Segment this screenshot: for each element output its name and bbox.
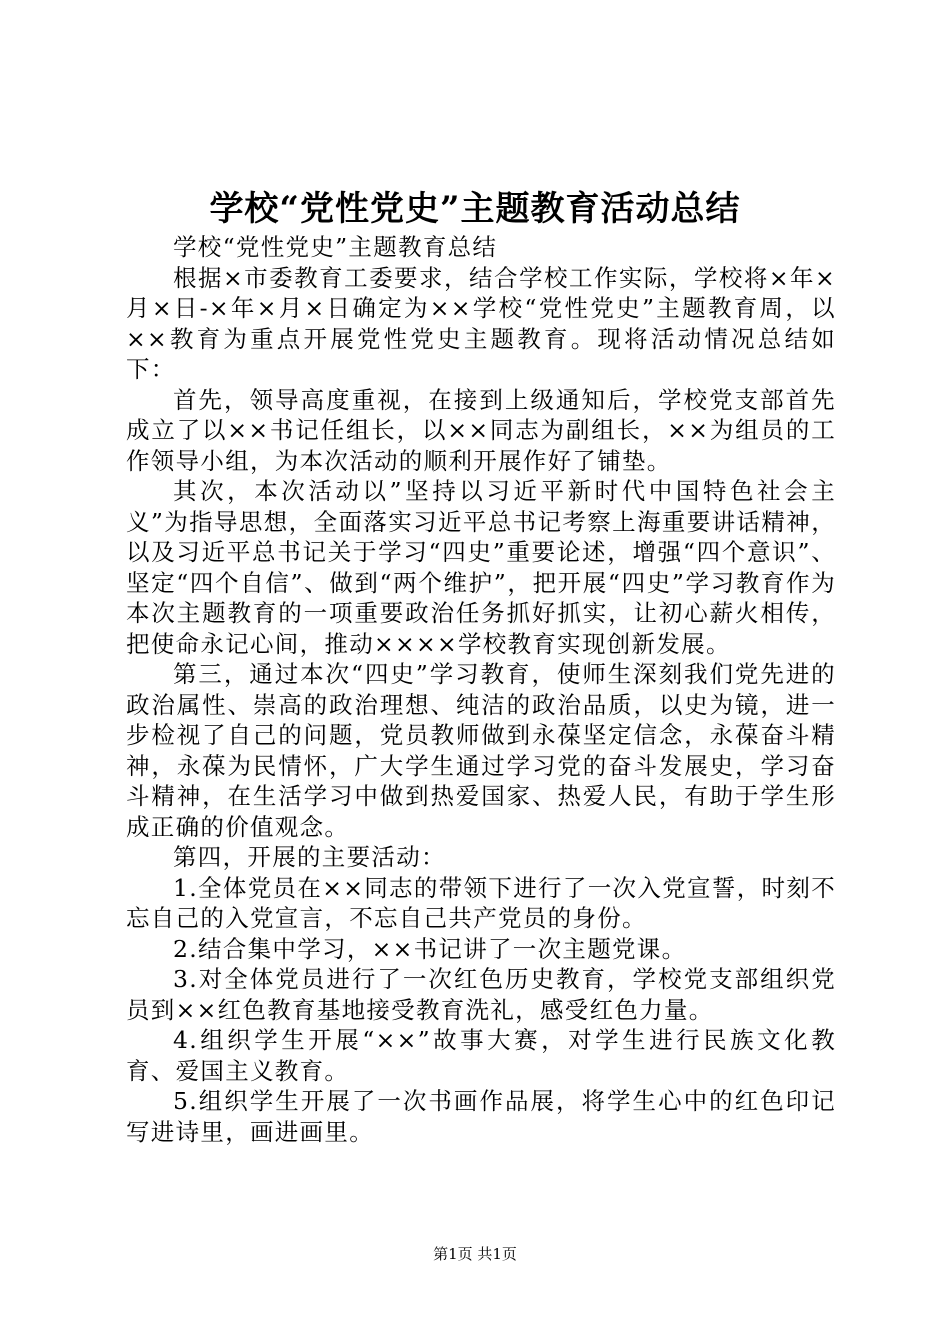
third-point-paragraph: 第三，通过本次“四史”学习教育，使师生深刻我们党先进的政治属性、崇高的政治理想、纯洁的政治品质，以史为镜，进一步检视了自己的问题，党员教师做到永葆坚定信念，永葆奋斗精神，永葆为民情怀，广大学生通过学习党的奋斗发展史，学习奋斗精神，在生活学习中做到热爱国家、热爱人民，有助于学生形成正确的价值观念。 bbox=[126, 660, 836, 841]
document-body bbox=[126, 232, 836, 1147]
document-title: 学校“党性党史”主题教育活动总结 bbox=[209, 189, 741, 229]
intro-paragraph: 根据×市委教育工委要求，结合学校工作实际，学校将×年×月×日-×年×月×日确定为××学校“党性党史”主题教育周，以××教育为重点开展党性党史主题教育。现将活动情况总结如下： bbox=[126, 263, 836, 383]
fourth-point-heading: 第四，开展的主要活动： bbox=[173, 843, 446, 871]
subtitle-paragraph: 学校“党性党史”主题教育总结 bbox=[173, 233, 498, 261]
activity-item-1: 1.全体党员在××同志的带领下进行了一次入党宣誓，时刻不忘自己的入党宣言，不忘自己共产党员的身份。 bbox=[126, 873, 836, 932]
activity-item-5: 5.组织学生开展了一次书画作品展，将学生心中的红色印记写进诗里，画进画里。 bbox=[126, 1087, 836, 1146]
page-number-footer: 第1页 共1页 bbox=[433, 1245, 517, 1263]
second-point-paragraph: 其次，本次活动以”坚持以习近平新时代中国特色社会主义”为指导思想，全面落实习近平总书记考察上海重要讲话精神，以及习近平总书记关于学习“四史”重要论述，增强“四个意识”、坚定“四个自信”、做到“两个维护”，把开展“四史”学习教育作为本次主题教育的一项重要政治任务抓好抓实，让初心薪火相传，把使命永记心间，推动××××学校教育实现创新发展。 bbox=[126, 477, 836, 658]
activity-item-3: 3.对全体党员进行了一次红色历史教育，学校党支部组织党员到××红色教育基地接受教育洗礼，感受红色力量。 bbox=[126, 965, 836, 1024]
activity-item-4: 4.组织学生开展“××”故事大赛，对学生进行民族文化教育、爱国主义教育。 bbox=[126, 1026, 836, 1085]
activity-item-2: 2.结合集中学习，××书记讲了一次主题党课。 bbox=[173, 934, 687, 963]
first-point-paragraph: 首先，领导高度重视，在接到上级通知后，学校党支部首先成立了以××书记任组长，以××同志为副组长，××为组员的工作领导小组，为本次活动的顺利开展作好了铺垫。 bbox=[126, 385, 836, 475]
